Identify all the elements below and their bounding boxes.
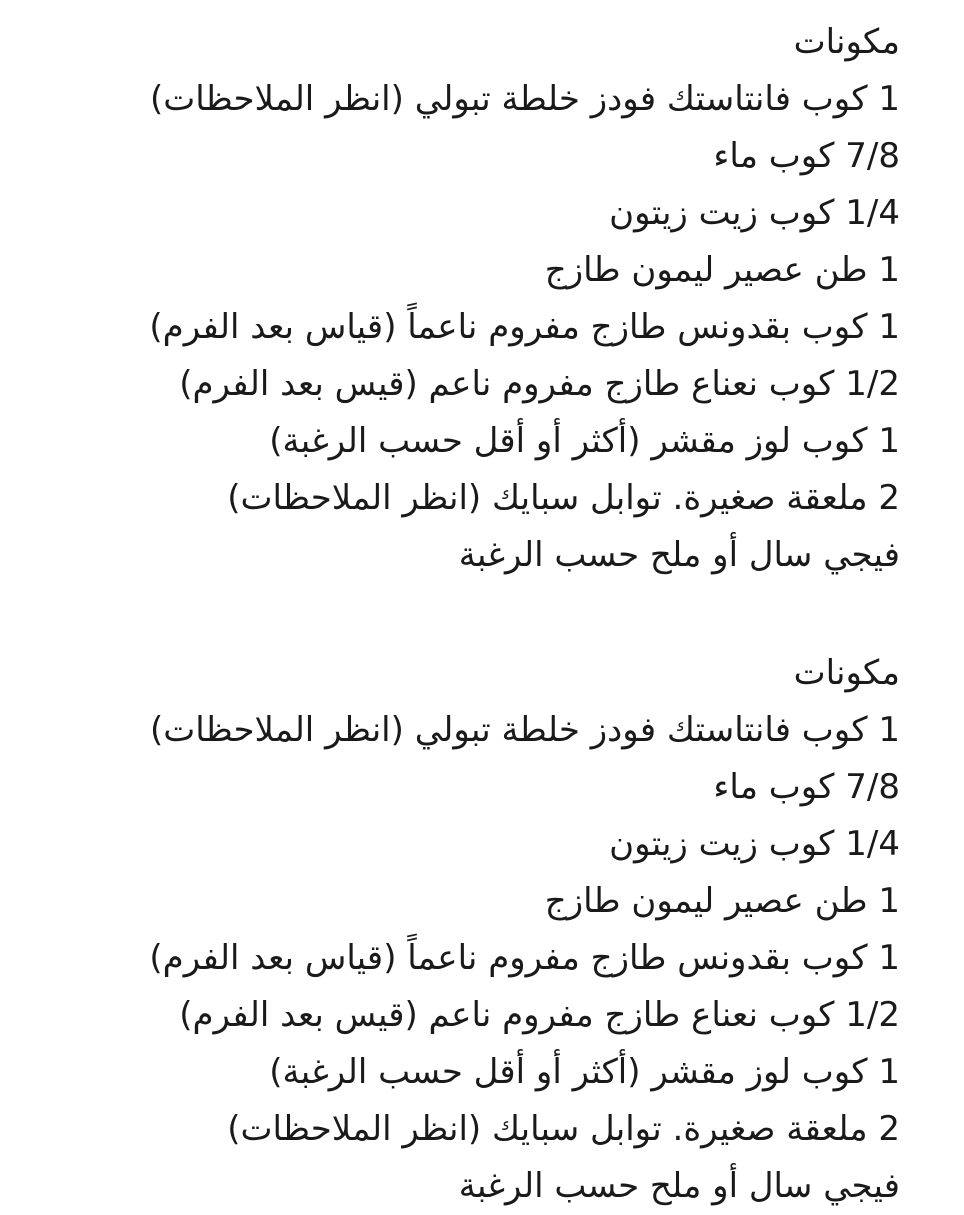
ingredient-item: 1/2 كوب نعناع طازج مفروم ناعم (قيس بعد الفرم) bbox=[179, 995, 900, 1035]
ingredient-item: 1 طن عصير ليمون طازج bbox=[544, 250, 900, 290]
ingredient-item: 7/8 كوب ماء bbox=[713, 136, 900, 176]
ingredient-item: 1 كوب بقدونس طازج مفروم ناعماً (قياس بعد الفرم) bbox=[149, 938, 900, 978]
ingredient-item: 1 كوب فانتاستك فودز خلطة تبولي (انظر الملاحظات) bbox=[149, 710, 900, 750]
ingredient-item: 1/4 كوب زيت زيتون bbox=[609, 193, 900, 233]
section-heading: مكونات bbox=[793, 653, 900, 693]
ingredient-item: 1/2 كوب نعناع طازج مفروم ناعم (قيس بعد الفرم) bbox=[179, 364, 900, 404]
ingredients-section-2 bbox=[60, 645, 900, 1215]
ingredient-item: 2 ملعقة صغيرة. توابل سبايك (انظر الملاحظات) bbox=[227, 478, 900, 518]
ingredient-item: 7/8 كوب ماء bbox=[713, 767, 900, 807]
ingredients-section-1 bbox=[60, 14, 900, 584]
recipe-document bbox=[60, 14, 900, 1215]
ingredient-item: 1 طن عصير ليمون طازج bbox=[544, 881, 900, 921]
section-heading: مكونات bbox=[793, 22, 900, 62]
ingredient-item: 1/4 كوب زيت زيتون bbox=[609, 824, 900, 864]
ingredient-item: 2 ملعقة صغيرة. توابل سبايك (انظر الملاحظات) bbox=[227, 1109, 900, 1149]
ingredient-item: فيجي سال أو ملح حسب الرغبة bbox=[458, 1166, 900, 1206]
ingredient-item: فيجي سال أو ملح حسب الرغبة bbox=[458, 535, 900, 575]
ingredient-item: 1 كوب فانتاستك فودز خلطة تبولي (انظر الملاحظات) bbox=[149, 79, 900, 119]
ingredient-item: 1 كوب بقدونس طازج مفروم ناعماً (قياس بعد الفرم) bbox=[149, 307, 900, 347]
ingredient-item: 1 كوب لوز مقشر (أكثر أو أقل حسب الرغبة) bbox=[269, 421, 900, 461]
ingredient-item: 1 كوب لوز مقشر (أكثر أو أقل حسب الرغبة) bbox=[269, 1052, 900, 1092]
